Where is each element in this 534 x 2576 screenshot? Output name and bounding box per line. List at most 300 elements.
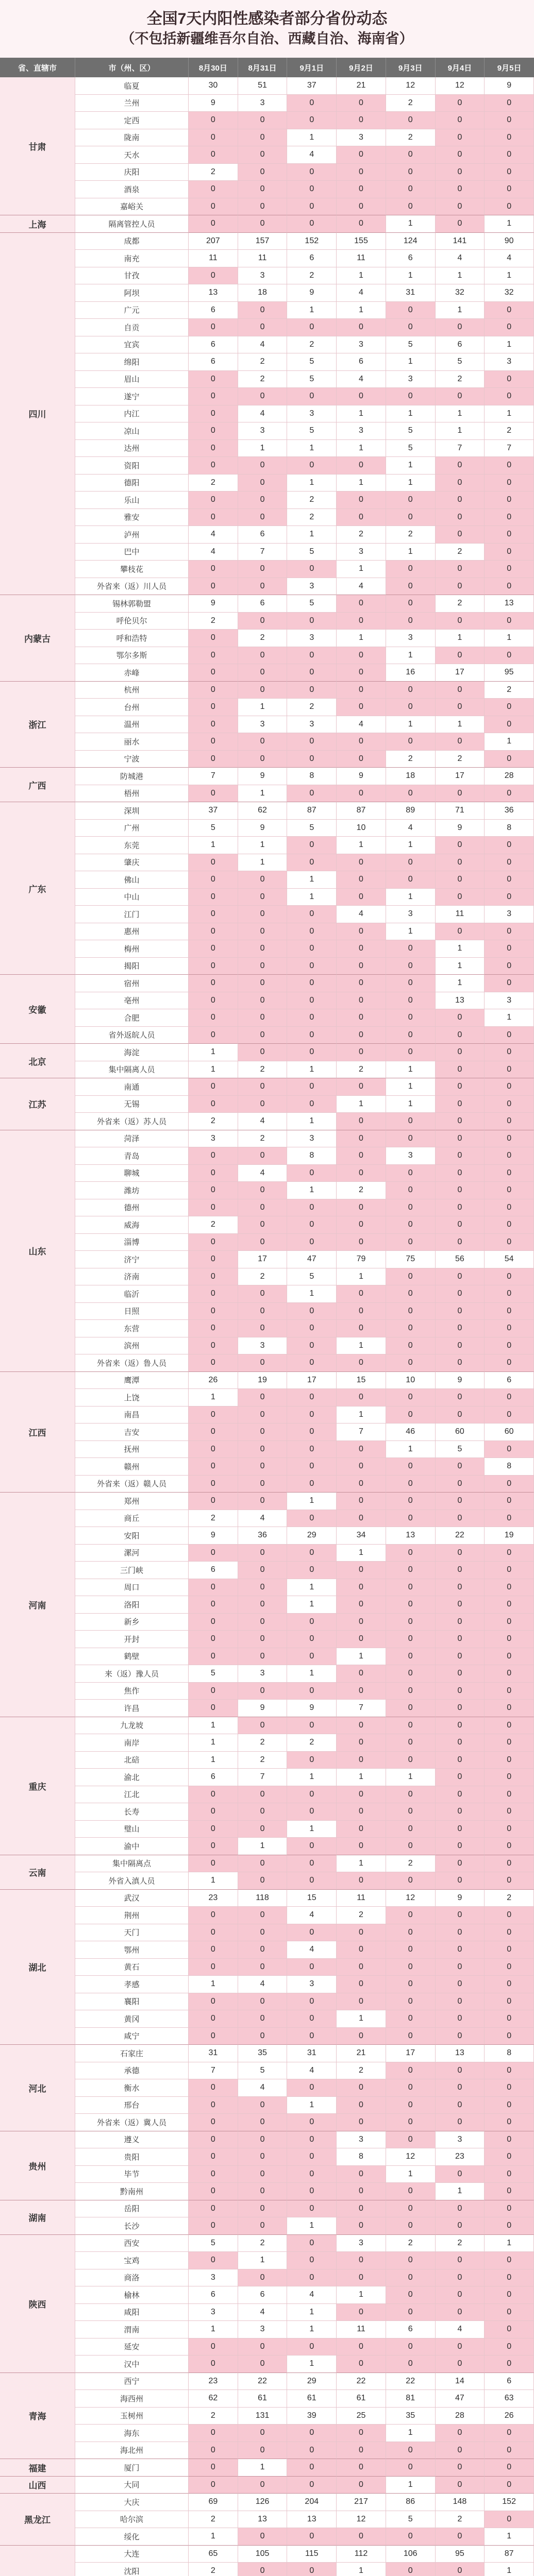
city-cell: 商丘: [75, 1510, 189, 1528]
value-cell: 0: [238, 751, 288, 768]
city-cell: 岳阳: [75, 2200, 189, 2218]
value-cell: 5: [436, 1441, 485, 1459]
city-cell: 临夏: [75, 77, 189, 95]
value-cell: 0: [485, 1061, 534, 1079]
value-cell: 0: [436, 164, 485, 181]
value-cell: 0: [485, 129, 534, 147]
value-cell: 0: [238, 1182, 288, 1199]
value-cell: 1: [287, 302, 337, 319]
value-cell: 1: [436, 940, 485, 958]
value-cell: 0: [386, 1389, 436, 1406]
value-cell: 157: [238, 233, 288, 250]
value-cell: 0: [238, 198, 288, 216]
value-cell: 0: [337, 1027, 386, 1044]
value-cell: 0: [189, 1545, 238, 1562]
value-cell: 0: [436, 1959, 485, 1976]
value-cell: 0: [485, 958, 534, 975]
value-cell: 0: [485, 578, 534, 596]
value-cell: 0: [337, 1579, 386, 1597]
value-cell: 0: [287, 1009, 337, 1027]
value-cell: 0: [485, 940, 534, 958]
value-cell: 1: [436, 422, 485, 440]
value-cell: 0: [337, 975, 386, 992]
value-cell: 1: [386, 544, 436, 561]
value-cell: 1: [436, 716, 485, 734]
value-cell: 0: [386, 1941, 436, 1959]
value-cell: 9: [436, 820, 485, 837]
value-cell: 0: [337, 1838, 386, 1855]
value-cell: 0: [189, 1320, 238, 1337]
value-cell: 0: [337, 1872, 386, 1890]
value-cell: 0: [238, 1683, 288, 1700]
value-cell: 4: [238, 336, 288, 354]
column-header-date: 9月2日: [337, 58, 386, 77]
value-cell: 0: [189, 2200, 238, 2218]
value-cell: 0: [238, 1562, 288, 1579]
city-cell: 邢台: [75, 2097, 189, 2114]
value-cell: 0: [436, 1389, 485, 1406]
value-cell: 0: [386, 1337, 436, 1355]
value-cell: 0: [485, 613, 534, 630]
value-cell: 0: [287, 854, 337, 872]
value-cell: 1: [337, 474, 386, 492]
value-cell: 2: [386, 2235, 436, 2252]
value-cell: 0: [485, 2425, 534, 2442]
value-cell: 0: [485, 1182, 534, 1199]
value-cell: 0: [485, 2131, 534, 2149]
value-cell: 1: [337, 1096, 386, 1113]
value-cell: 7: [337, 1423, 386, 1441]
value-cell: 0: [189, 854, 238, 872]
value-cell: 2: [337, 2062, 386, 2080]
value-cell: 1: [386, 1769, 436, 1786]
value-cell: 1: [287, 1769, 337, 1786]
value-cell: 0: [189, 1199, 238, 1217]
city-cell: 阿坝: [75, 284, 189, 302]
value-cell: 0: [436, 215, 485, 233]
value-cell: 1: [337, 561, 386, 578]
value-cell: 0: [485, 1631, 534, 1648]
value-cell: 0: [238, 1320, 288, 1337]
city-cell: 鄂尔多斯: [75, 647, 189, 665]
value-cell: 204: [287, 2494, 337, 2511]
city-cell: 梅州: [75, 940, 189, 958]
value-cell: 0: [189, 630, 238, 647]
value-cell: 0: [436, 1786, 485, 1804]
value-cell: 0: [238, 509, 288, 527]
value-cell: 0: [386, 1268, 436, 1286]
city-cell: 新乡: [75, 1614, 189, 1631]
value-cell: 0: [386, 1959, 436, 1976]
value-cell: 0: [436, 146, 485, 164]
city-cell: 东营: [75, 1320, 189, 1337]
city-cell: 广元: [75, 302, 189, 319]
value-cell: 4: [436, 2321, 485, 2338]
value-cell: 11: [337, 1890, 386, 1907]
city-cell: 东莞: [75, 837, 189, 854]
value-cell: 1: [189, 1389, 238, 1406]
value-cell: 2: [436, 544, 485, 561]
value-cell: 0: [436, 474, 485, 492]
city-cell: 璧山: [75, 1821, 189, 1838]
value-cell: 0: [485, 2062, 534, 2080]
value-cell: 0: [189, 181, 238, 198]
city-cell: 陇南: [75, 129, 189, 147]
value-cell: 0: [485, 1734, 534, 1752]
value-cell: 3: [238, 267, 288, 285]
value-cell: 1: [436, 958, 485, 975]
value-cell: 0: [337, 1631, 386, 1648]
value-cell: 0: [337, 509, 386, 527]
value-cell: 0: [436, 923, 485, 941]
value-cell: 0: [485, 1216, 534, 1234]
value-cell: 0: [189, 733, 238, 751]
value-cell: 0: [485, 1803, 534, 1821]
city-cell: 黔南州: [75, 2183, 189, 2200]
value-cell: 3: [287, 1976, 337, 1993]
value-cell: 0: [337, 1493, 386, 1510]
value-cell: 0: [287, 975, 337, 992]
city-cell: 厦门: [75, 2459, 189, 2477]
value-cell: 0: [287, 923, 337, 941]
value-cell: 0: [337, 785, 386, 803]
value-cell: 0: [337, 2477, 386, 2494]
value-cell: 1: [386, 837, 436, 854]
value-cell: 11: [189, 250, 238, 267]
value-cell: 0: [287, 906, 337, 923]
value-cell: 0: [238, 1406, 288, 1424]
value-cell: 0: [485, 1579, 534, 1597]
value-cell: 2: [337, 526, 386, 544]
value-cell: 0: [189, 1009, 238, 1027]
value-cell: 13: [287, 2511, 337, 2529]
province-cell: 湖北: [0, 1890, 75, 2045]
value-cell: 5: [386, 336, 436, 354]
city-cell: 隔离管控人员: [75, 215, 189, 233]
value-cell: 0: [386, 2269, 436, 2287]
value-cell: 3: [337, 129, 386, 147]
value-cell: 0: [386, 1976, 436, 1993]
value-cell: 0: [189, 2459, 238, 2477]
value-cell: 0: [287, 1648, 337, 1666]
value-cell: 118: [238, 1890, 288, 1907]
value-cell: 37: [287, 77, 337, 95]
value-cell: 0: [337, 457, 386, 474]
value-cell: 0: [238, 319, 288, 336]
value-cell: 25: [337, 2408, 386, 2425]
city-cell: 南昌: [75, 1406, 189, 1424]
value-cell: 1: [189, 2321, 238, 2338]
value-cell: 0: [436, 1009, 485, 1027]
value-cell: 71: [436, 802, 485, 820]
city-cell: 甘孜: [75, 267, 189, 285]
value-cell: 35: [386, 2408, 436, 2425]
value-cell: 1: [386, 215, 436, 233]
value-cell: 0: [436, 889, 485, 906]
value-cell: 1: [337, 1545, 386, 1562]
value-cell: 0: [386, 112, 436, 129]
value-cell: 1: [287, 1821, 337, 1838]
value-cell: 0: [337, 1941, 386, 1959]
value-cell: 0: [189, 388, 238, 405]
city-cell: 乐山: [75, 492, 189, 509]
value-cell: 0: [386, 1993, 436, 2011]
value-cell: 1: [238, 2459, 288, 2477]
value-cell: 0: [189, 319, 238, 336]
value-cell: 0: [287, 2131, 337, 2149]
value-cell: 1: [436, 302, 485, 319]
value-cell: 2: [238, 1061, 288, 1079]
value-cell: 0: [386, 2442, 436, 2460]
value-cell: 0: [436, 1734, 485, 1752]
value-cell: 0: [189, 1993, 238, 2011]
value-cell: 0: [189, 2355, 238, 2373]
value-cell: 0: [485, 2338, 534, 2356]
value-cell: 0: [287, 1855, 337, 1873]
value-cell: 9: [287, 1700, 337, 1717]
value-cell: 1: [189, 1734, 238, 1752]
value-cell: 4: [485, 250, 534, 267]
value-cell: 7: [189, 2062, 238, 2080]
value-cell: 1: [287, 2321, 337, 2338]
value-cell: 0: [436, 198, 485, 216]
value-cell: 0: [287, 1216, 337, 1234]
value-cell: 0: [386, 1683, 436, 1700]
value-cell: 0: [436, 1234, 485, 1251]
value-cell: 0: [238, 647, 288, 665]
value-cell: 0: [485, 146, 534, 164]
value-cell: 56: [436, 1251, 485, 1268]
city-cell: 渝中: [75, 1838, 189, 1855]
value-cell: 12: [386, 77, 436, 95]
value-cell: 0: [485, 198, 534, 216]
value-cell: 0: [189, 1458, 238, 1476]
value-cell: 0: [436, 647, 485, 665]
value-cell: 0: [485, 164, 534, 181]
value-cell: 31: [189, 2045, 238, 2062]
value-cell: 0: [386, 975, 436, 992]
title-block: [0, 0, 534, 58]
value-cell: 2: [189, 2408, 238, 2425]
value-cell: 30: [189, 77, 238, 95]
value-cell: 0: [287, 1476, 337, 1493]
value-cell: 0: [386, 2200, 436, 2218]
value-cell: 2: [386, 1855, 436, 1873]
value-cell: 79: [337, 1251, 386, 1268]
value-cell: 0: [485, 2097, 534, 2114]
value-cell: 115: [287, 2546, 337, 2563]
value-cell: 0: [386, 1614, 436, 1631]
value-cell: 3: [238, 422, 288, 440]
value-cell: 3: [287, 1130, 337, 1148]
value-cell: 0: [436, 1216, 485, 1234]
value-cell: 0: [485, 1562, 534, 1579]
value-cell: 0: [337, 1044, 386, 1061]
value-cell: 1: [386, 457, 436, 474]
value-cell: 0: [436, 2217, 485, 2235]
value-cell: 0: [485, 1147, 534, 1165]
value-cell: 0: [189, 1078, 238, 1096]
value-cell: 0: [485, 1924, 534, 1942]
value-cell: 6: [337, 353, 386, 371]
city-cell: 沈阳: [75, 2563, 189, 2576]
value-cell: 0: [436, 1337, 485, 1355]
value-cell: 3: [238, 1665, 288, 1683]
value-cell: 0: [386, 2459, 436, 2477]
value-cell: 0: [189, 1838, 238, 1855]
value-cell: 0: [485, 1406, 534, 1424]
province-cell: 山西: [0, 2477, 75, 2494]
value-cell: 0: [485, 889, 534, 906]
value-cell: 0: [436, 1320, 485, 1337]
value-cell: 1: [485, 336, 534, 354]
value-cell: 0: [189, 112, 238, 129]
value-cell: 19: [238, 1372, 288, 1389]
value-cell: 9: [238, 820, 288, 837]
value-cell: 5: [287, 371, 337, 388]
value-cell: 0: [436, 1545, 485, 1562]
value-cell: 106: [386, 2546, 436, 2563]
value-cell: 0: [485, 1476, 534, 1493]
value-cell: 0: [337, 1165, 386, 1182]
value-cell: 0: [238, 1216, 288, 1234]
city-cell: 咸宁: [75, 2028, 189, 2045]
value-cell: 8: [485, 1458, 534, 1476]
city-cell: 凉山: [75, 422, 189, 440]
value-cell: 0: [485, 1285, 534, 1303]
province-cell: 湖南: [0, 2200, 75, 2235]
value-cell: 1: [189, 1717, 238, 1735]
city-cell: 外省来（返）鲁人员: [75, 1354, 189, 1372]
value-cell: 0: [436, 682, 485, 699]
value-cell: 0: [337, 1199, 386, 1217]
value-cell: 0: [238, 2528, 288, 2546]
value-cell: 0: [485, 1907, 534, 1924]
value-cell: 0: [189, 1959, 238, 1976]
value-cell: 15: [337, 1372, 386, 1389]
city-cell: 江门: [75, 906, 189, 923]
city-cell: 大庆: [75, 2494, 189, 2511]
value-cell: 0: [287, 1303, 337, 1320]
value-cell: 13: [436, 2045, 485, 2062]
city-cell: 外省来（返）苏人员: [75, 1113, 189, 1130]
value-cell: 0: [287, 2459, 337, 2477]
value-cell: 2: [238, 2235, 288, 2252]
value-cell: 9: [189, 1527, 238, 1545]
value-cell: 6: [189, 353, 238, 371]
province-cell: 云南: [0, 1855, 75, 1890]
value-cell: 3: [485, 992, 534, 1010]
city-cell: 海东: [75, 2425, 189, 2442]
value-cell: 29: [287, 2373, 337, 2391]
value-cell: 0: [287, 1096, 337, 1113]
value-cell: 1: [436, 975, 485, 992]
value-cell: 3: [189, 2269, 238, 2287]
value-cell: 0: [436, 1354, 485, 1372]
value-cell: 0: [386, 1700, 436, 1717]
value-cell: 6: [238, 595, 288, 613]
value-cell: 0: [238, 1476, 288, 1493]
value-cell: 0: [337, 958, 386, 975]
value-cell: 0: [386, 733, 436, 751]
value-cell: 0: [238, 733, 288, 751]
value-cell: 0: [238, 474, 288, 492]
value-cell: 0: [287, 613, 337, 630]
value-cell: 0: [485, 1700, 534, 1717]
city-cell: 鄂州: [75, 1941, 189, 1959]
value-cell: 0: [386, 2252, 436, 2269]
value-cell: 1: [337, 1268, 386, 1286]
value-cell: 1: [238, 785, 288, 803]
value-cell: 0: [386, 682, 436, 699]
value-cell: 0: [189, 975, 238, 992]
value-cell: 3: [189, 1130, 238, 1148]
value-cell: 0: [485, 474, 534, 492]
value-cell: 0: [238, 1907, 288, 1924]
value-cell: 17: [287, 1372, 337, 1389]
value-cell: 3: [485, 353, 534, 371]
value-cell: 0: [485, 319, 534, 336]
value-cell: 5: [189, 2235, 238, 2252]
value-cell: 0: [386, 1907, 436, 1924]
city-cell: 酒泉: [75, 181, 189, 198]
value-cell: 0: [485, 1545, 534, 1562]
value-cell: 0: [238, 958, 288, 975]
value-cell: 0: [287, 1337, 337, 1355]
city-cell: 外省来（返）赣人员: [75, 1476, 189, 1493]
value-cell: 9: [238, 1700, 288, 1717]
value-cell: 0: [485, 1320, 534, 1337]
value-cell: 0: [189, 1027, 238, 1044]
city-cell: 巴中: [75, 544, 189, 561]
value-cell: 0: [337, 95, 386, 112]
value-cell: 0: [337, 647, 386, 665]
value-cell: 0: [238, 1959, 288, 1976]
value-cell: 4: [287, 1907, 337, 1924]
value-cell: 0: [485, 1493, 534, 1510]
value-cell: 0: [238, 1096, 288, 1113]
value-cell: 0: [337, 1683, 386, 1700]
value-cell: 1: [287, 889, 337, 906]
value-cell: 0: [485, 2286, 534, 2304]
value-cell: 0: [337, 1130, 386, 1148]
value-cell: 69: [189, 2494, 238, 2511]
province-cell: 陕西: [0, 2235, 75, 2373]
value-cell: 0: [287, 1078, 337, 1096]
city-cell: 潍坊: [75, 1182, 189, 1199]
city-cell: 天水: [75, 146, 189, 164]
city-cell: 亳州: [75, 992, 189, 1010]
value-cell: 0: [287, 1441, 337, 1459]
value-cell: 0: [436, 2269, 485, 2287]
value-cell: 0: [337, 2114, 386, 2131]
value-cell: 2: [337, 1182, 386, 1199]
value-cell: 2: [238, 630, 288, 647]
value-cell: 2: [386, 129, 436, 147]
value-cell: 148: [436, 2494, 485, 2511]
value-cell: 1: [287, 2304, 337, 2321]
city-cell: 绵阳: [75, 353, 189, 371]
value-cell: 0: [287, 1320, 337, 1337]
value-cell: 0: [287, 1872, 337, 1890]
city-cell: 省外返皖人员: [75, 1027, 189, 1044]
city-cell: 绥化: [75, 2528, 189, 2546]
value-cell: 0: [386, 2338, 436, 2356]
value-cell: 0: [189, 1354, 238, 1372]
city-cell: 宁波: [75, 751, 189, 768]
value-cell: 0: [337, 112, 386, 129]
value-cell: 17: [238, 1251, 288, 1268]
